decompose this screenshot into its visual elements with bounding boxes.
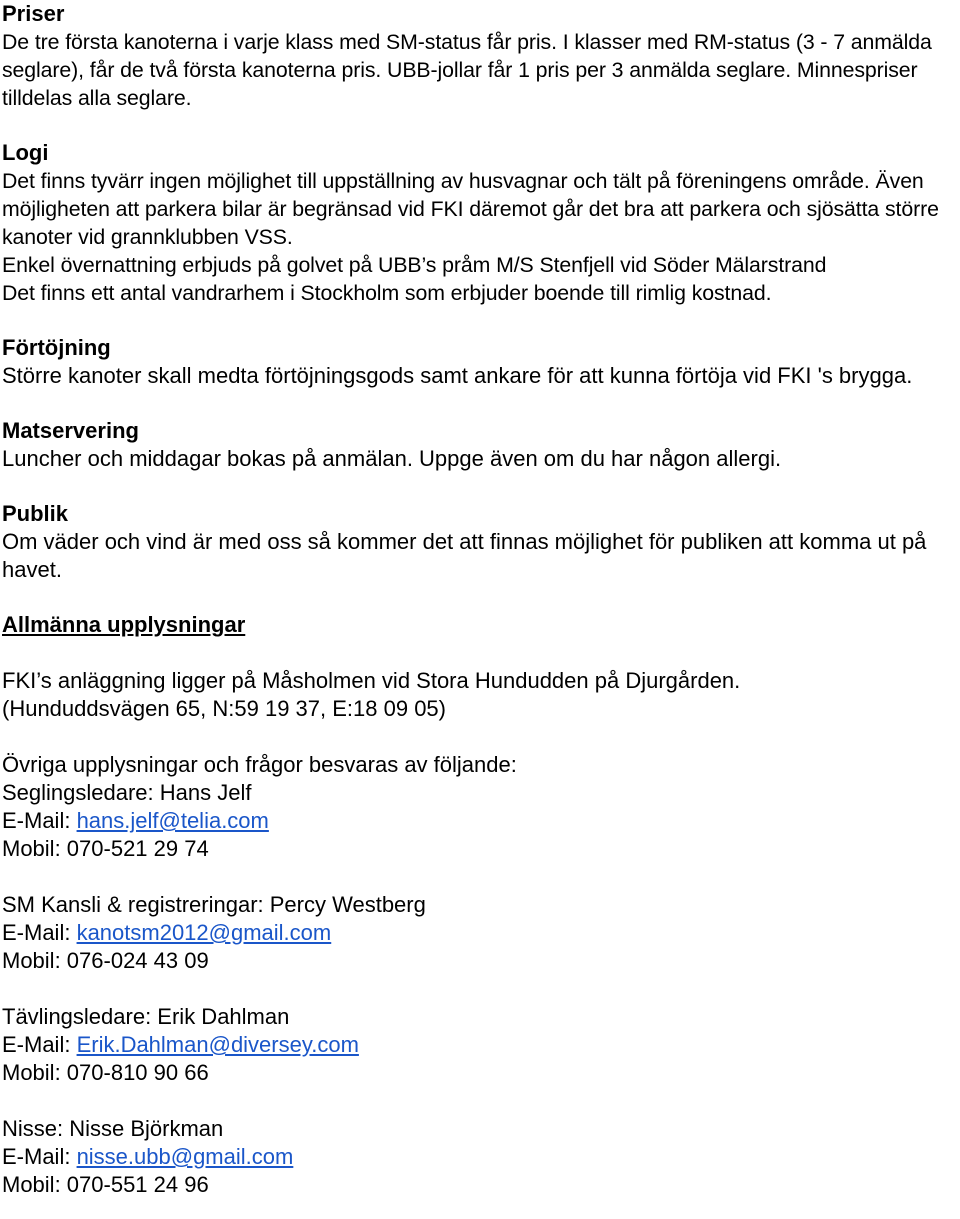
email-label: E-Mail: — [2, 1032, 77, 1057]
contact-block — [2, 779, 958, 863]
heading-fortojning: Förtöjning — [2, 335, 111, 360]
contact-mobile: Mobil: 070-810 90 66 — [2, 1060, 209, 1085]
contact-email-line — [2, 1031, 958, 1059]
contact-mobile: Mobil: 070-521 29 74 — [2, 836, 209, 861]
text-logi-3: Det finns ett antal vandrarhem i Stockholm som erbjuder boende till rimlig kostnad. — [2, 281, 772, 305]
email-link[interactable]: nisse.ubb@gmail.com — [76, 1144, 294, 1169]
text-matservering: Luncher och middagar bokas på anmälan. Uppge även om du har någon allergi. — [2, 446, 782, 471]
contact-mobile: Mobil: 070-551 24 96 — [2, 1172, 209, 1197]
section-matservering — [2, 417, 958, 473]
text-publik: Om väder och vind är med oss så kommer det att finnas möjlighet för publiken att komma ut på havet. — [2, 529, 927, 582]
contact-block — [2, 1115, 958, 1199]
text-contacts-intro: Övriga upplysningar och frågor besvaras av följande: — [2, 752, 517, 777]
contact-email-line — [2, 1143, 958, 1171]
email-link[interactable]: hans.jelf@telia.com — [76, 808, 269, 833]
text-fortojning: Större kanoter skall medta förtöjningsgods samt ankare för att kunna förtöja vid FKI 's brygga. — [2, 363, 913, 388]
heading-priser: Priser — [2, 1, 65, 26]
contact-role: SM Kansli & registreringar: Percy Westberg — [2, 892, 426, 917]
email-label: E-Mail: — [2, 1144, 77, 1169]
heading-allmanna: Allmänna upplysningar — [2, 612, 246, 637]
email-link[interactable]: Erik.Dahlman@diversey.com — [76, 1032, 359, 1057]
section-fortojning — [2, 334, 958, 390]
email-label: E-Mail: — [2, 808, 77, 833]
contact-email-line — [2, 807, 958, 835]
contact-role: Tävlingsledare: Erik Dahlman — [2, 1004, 290, 1029]
text-priser: De tre första kanoterna i varje klass med SM-status får pris. I klasser med RM-status (3 - 7 anmälda seglare), får de två första kanoterna pris. UBB-jollar får 1 pris per 3 anmälda seglare. Minnespriser tilldelas alla seglare. — [2, 30, 932, 110]
heading-publik: Publik — [2, 501, 69, 526]
section-priser — [2, 0, 958, 112]
text-logi-1: Det finns tyvärr ingen möjlighet till uppställning av husvagnar och tält på föreningens område. Även möjligheten att parkera bilar är begränsad vid FKI däremot går det bra att parkera och sjösätta större kanoter vid grannklubben VSS. — [2, 169, 939, 249]
email-label: E-Mail: — [2, 920, 77, 945]
contact-role: Nisse: Nisse Björkman — [2, 1116, 224, 1141]
contact-block — [2, 891, 958, 975]
text-location-1: FKI’s anläggning ligger på Måsholmen vid Stora Hundudden på Djurgården. — [2, 668, 741, 693]
heading-logi: Logi — [2, 140, 49, 165]
contact-block — [2, 1003, 958, 1087]
email-link[interactable]: kanotsm2012@gmail.com — [76, 920, 332, 945]
contact-role: Seglingsledare: Hans Jelf — [2, 780, 252, 805]
text-location-2: (Hunduddsvägen 65, N:59 19 37, E:18 09 05) — [2, 696, 446, 721]
heading-matservering: Matservering — [2, 418, 139, 443]
section-allmanna — [2, 611, 958, 779]
section-publik — [2, 500, 958, 584]
contact-email-line — [2, 919, 958, 947]
text-logi-2: Enkel övernattning erbjuds på golvet på UBB’s pråm M/S Stenfjell vid Söder Mälarstrand — [2, 253, 827, 277]
contact-mobile: Mobil: 076-024 43 09 — [2, 948, 209, 973]
section-logi — [2, 139, 958, 307]
